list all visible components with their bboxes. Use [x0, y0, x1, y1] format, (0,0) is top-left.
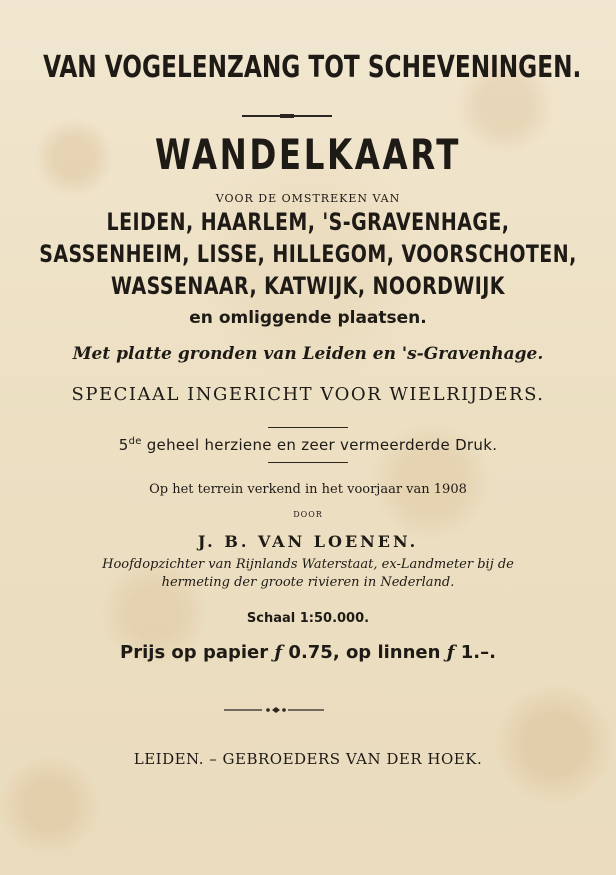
towns-line-1: LEIDEN, HAARLEM, 'S-GRAVENHAGE,: [106, 208, 510, 236]
edition-divider-bottom: [268, 462, 348, 463]
price-label: Prijs op papier: [120, 642, 275, 663]
author-name: J. B. VAN LOENEN.: [197, 532, 419, 551]
city-plans-text: Met platte gronden van Leiden en 's-Gravenhage.: [72, 344, 544, 364]
price-linen-currency: ƒ: [446, 642, 455, 663]
towns-line-3: WASSENAAR, KATWIJK, NOORDWIJK: [111, 272, 505, 300]
author-title-line-2: hermeting der groote rivieren in Nederland.: [161, 575, 455, 590]
route-title: VAN VOGELENZANG TOT SCHEVENINGEN.: [43, 50, 582, 85]
price-line: [0, 642, 616, 663]
survey-note: Op het terrein verkend in het voorjaar van 1908: [149, 482, 467, 497]
ornament-divider: [224, 704, 324, 716]
publisher: LEIDEN. – GEBROEDERS VAN DER HOEK.: [133, 750, 483, 768]
title-divider: [242, 115, 332, 117]
edition-description: geheel herziene en zeer vermeerderde Druk.: [141, 436, 498, 454]
cyclists-text: SPECIAAL INGERICHT VOOR WIELRIJDERS.: [71, 384, 545, 405]
edition-number: 5: [118, 436, 129, 454]
edition-text: [0, 436, 616, 454]
price-paper-currency: ƒ: [274, 642, 283, 663]
map-scale: Schaal 1:50.000.: [246, 611, 370, 626]
edition-suffix: de: [128, 436, 142, 447]
main-title: WANDELKAART: [155, 130, 461, 179]
by-label: DOOR: [293, 510, 323, 519]
price-paper: 0.75, op linnen: [282, 642, 447, 663]
region-intro: VOOR DE OMSTREKEN VAN: [215, 192, 401, 205]
author-title-line-1: Hoofdopzichter van Rijnlands Waterstaat, ex-Landmeter bij de: [102, 557, 514, 572]
price-linen: 1.–.: [454, 642, 496, 663]
edition-divider-top: [268, 427, 348, 428]
surroundings-text: en omliggende plaatsen.: [189, 308, 427, 328]
towns-line-2: SASSENHEIM, LISSE, HILLEGOM, VOORSCHOTEN,: [39, 240, 577, 268]
